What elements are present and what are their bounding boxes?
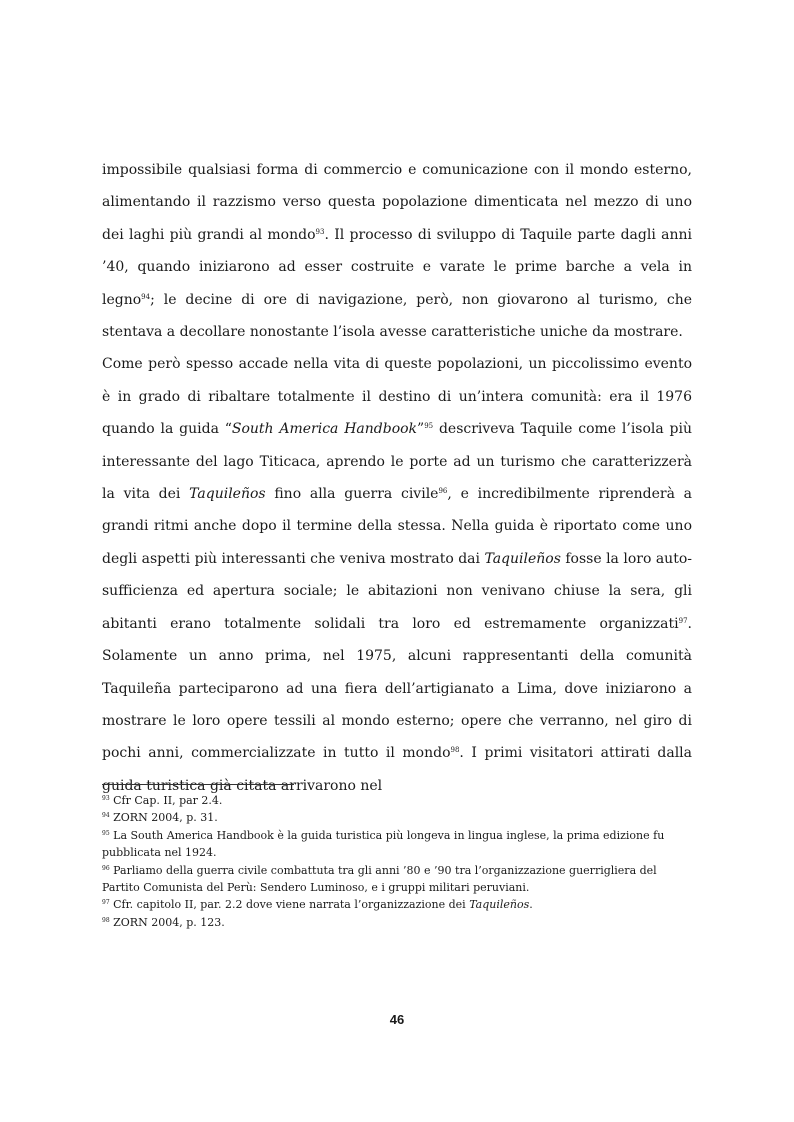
footnote-separator <box>102 784 294 785</box>
footnote-number: 93 <box>102 795 110 802</box>
footnote-ref-96[interactable]: 96 <box>438 487 448 496</box>
footnotes <box>102 792 692 931</box>
text-run: ; le decine di ore di navigazione, però, non giovarono al turismo, che stentava a decollare nonostante l’isola avesse caratteristiche uniche da mostrare. <box>102 291 692 341</box>
footnote-97 <box>102 896 692 913</box>
footnote-number: 97 <box>102 899 110 907</box>
text-run: fino alla guerra civile <box>265 486 439 503</box>
footnote-ref-94[interactable]: 94 <box>141 292 151 301</box>
footnote-text: ZORN 2004, p. 31. <box>109 811 218 825</box>
italic-term: Taquileños <box>189 486 266 503</box>
text-run: . I primi visitatori attirati dalla guida turistica già citata arrivarono nel <box>102 745 692 794</box>
text-run: Come però spesso accade nella vita di queste popolazioni, un piccolissimo evento è in grado di ribaltare totalmente il destino di un’intera comunità: era il 1976 quando la guida “ <box>102 356 692 438</box>
footnote-number: 95 <box>102 829 110 837</box>
footnote-number: 96 <box>102 864 110 872</box>
text-run: . Il processo di sviluppo di Taquile parte dagli anni ’40, quando iniziarono ad esser costruite e varate le prime barche a vela in legno <box>102 226 692 308</box>
italic-term: Taquileños <box>469 898 530 912</box>
text-run: . Solamente un anno prima, nel 1975, alcuni rappresentanti della comunità Taquileña parteciparono ad una fiera dell’artigianato a Lima, dove iniziarono a mostrare le loro opere tessili al mondo esterno; opere che verranno, nel giro di pochi anni, commercializzate in tutto il mondo <box>102 615 692 762</box>
footnote-text: Cfr Cap. II, par 2.4. <box>109 794 223 807</box>
footnote-ref-97[interactable]: 97 <box>678 616 688 625</box>
footnote-98 <box>102 914 692 931</box>
italic-term: Taquileños <box>484 550 561 567</box>
page-number: 46 <box>389 1012 405 1027</box>
text-run: ” <box>417 421 425 438</box>
footnote-text: ZORN 2004, p. 123. <box>109 915 225 929</box>
footnote-text: Parliamo della guerra civile combattuta tra gli anni ’80 e ’90 tra l’organizzazione guerrigliera del Partito Comunista del Perù: Sendero Luminoso, e i gruppi militari peruviani. <box>102 863 657 895</box>
text-run: impossibile qualsiasi forma di commercio e comunicazione con il mondo esterno, alimentando il razzismo verso questa popolazione dimenticata nel mezzo di uno dei laghi più grandi al mondo <box>102 162 692 243</box>
footnote-number: 94 <box>102 812 110 820</box>
paragraph-2 <box>102 348 692 802</box>
footnote-96 <box>102 862 692 897</box>
text-run: , e incredibilmente riprenderà a grandi ritmi anche dopo il termine della stessa. Nella guida è riportato come uno degli aspetti più interessanti che veniva mostrato dai <box>102 486 693 567</box>
text-run: descriveva Taquile come l’isola più interessante del lago Titicaca, aprendo le porte ad un turismo che caratterizzerà la vita dei <box>102 421 692 503</box>
footnote-ref-95[interactable]: 95 <box>424 422 434 431</box>
footnote-ref-98[interactable]: 98 <box>450 746 460 755</box>
body-text <box>102 154 692 802</box>
footnote-text: La South America Handbook è la guida turistica più longeva in lingua inglese, la prima edizione fu pubblicata nel 1924. <box>102 828 665 860</box>
footnote-ref-93[interactable]: 93 <box>315 227 325 236</box>
footnote-95 <box>102 827 692 862</box>
footnote-text: . <box>529 898 533 912</box>
footnote-text: Cfr. capitolo II, par. 2.2 dove viene narrata l’organizzazione dei <box>109 898 470 912</box>
footnote-94 <box>102 809 692 826</box>
paragraph-1 <box>102 154 692 348</box>
text-run: fosse la loro auto-sufficienza ed apertura sociale; le abitazioni non venivano chiuse la sera, gli abitanti erano totalmente solidali tra loro ed estremamente organizzati <box>102 550 692 632</box>
footnote-93 <box>102 792 692 809</box>
italic-title: South America Handbook <box>231 421 418 438</box>
footnote-number: 98 <box>102 916 110 924</box>
